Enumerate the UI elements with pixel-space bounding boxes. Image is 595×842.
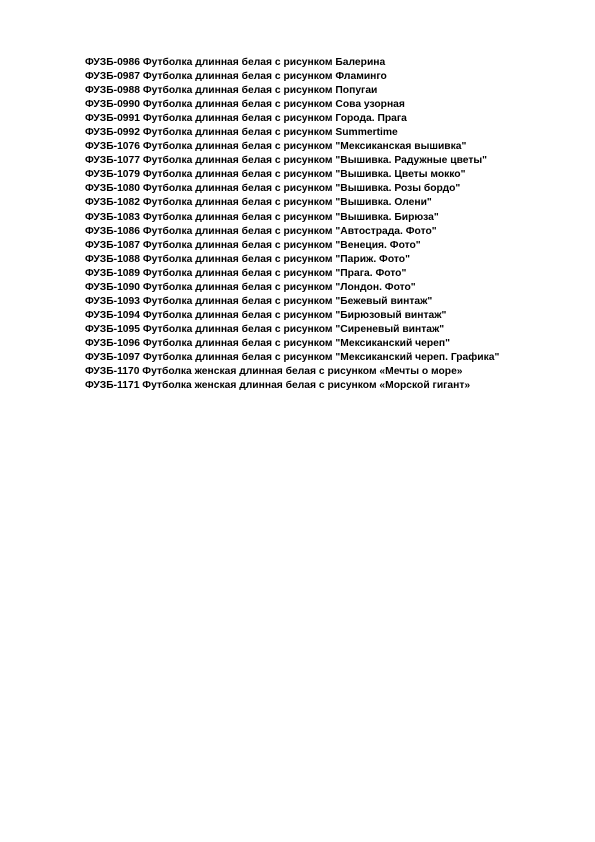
list-item: ФУЗБ-0988 Футболка длинная белая с рисунком Попугаи <box>85 85 378 97</box>
list-item: ФУЗБ-0986 Футболка длинная белая с рисунком Балерина <box>85 57 386 68</box>
product-list <box>85 56 565 393</box>
list-item: ФУЗБ-0990 Футболка длинная белая с рисунком Сова узорная <box>85 99 405 111</box>
list-item: ФУЗБ-1076 Футболка длинная белая с рисунком "Мексиканская вышивка" <box>85 141 467 153</box>
list-item: ФУЗБ-1083 Футболка длинная белая с рисунком "Вышивка. Бирюза" <box>85 211 439 223</box>
list-item: ФУЗБ-1094 Футболка длинная белая с рисунком "Бирюзовый винтаж" <box>85 309 447 321</box>
list-item: ФУЗБ-1090 Футболка длинная белая с рисунком "Лондон. Фото" <box>85 281 416 293</box>
list-item: ФУЗБ-1087 Футболка длинная белая с рисунком "Венеция. Фото" <box>85 239 421 251</box>
list-item: ФУЗБ-1097 Футболка длинная белая с рисунком "Мексиканский череп. Графика" <box>85 351 500 363</box>
list-item: ФУЗБ-1171 Футболка женская длинная белая с рисунком «Морской гигант» <box>85 380 471 392</box>
list-item: ФУЗБ-1080 Футболка длинная белая с рисунком "Вышивка. Розы бордо" <box>85 183 461 195</box>
list-item: ФУЗБ-1088 Футболка длинная белая с рисунком "Париж. Фото" <box>85 253 410 265</box>
list-item: ФУЗБ-0987 Футболка длинная белая с рисунком Фламинго <box>85 71 387 83</box>
list-item: ФУЗБ-1095 Футболка длинная белая с рисунком "Сиреневый винтаж" <box>85 323 445 335</box>
list-item: ФУЗБ-1077 Футболка длинная белая с рисунком "Вышивка. Радужные цветы" <box>85 155 488 167</box>
list-item: ФУЗБ-1086 Футболка длинная белая с рисунком "Автострада. Фото" <box>85 225 437 237</box>
list-item: ФУЗБ-1079 Футболка длинная белая с рисунком "Вышивка. Цветы мокко" <box>85 169 466 181</box>
list-item: ФУЗБ-0992 Футболка длинная белая с рисунком Summertime <box>85 127 398 139</box>
list-item: ФУЗБ-1096 Футболка длинная белая с рисунком "Мексиканский череп" <box>85 337 450 349</box>
list-item: ФУЗБ-0991 Футболка длинная белая с рисунком Города. Прага <box>85 113 407 125</box>
list-item: ФУЗБ-1082 Футболка длинная белая с рисунком "Вышивка. Олени" <box>85 197 432 209</box>
list-item: ФУЗБ-1093 Футболка длинная белая с рисунком "Бежевый винтаж" <box>85 295 433 307</box>
list-item: ФУЗБ-1170 Футболка женская длинная белая с рисунком «Мечты о море» <box>85 366 463 378</box>
list-item: ФУЗБ-1089 Футболка длинная белая с рисунком "Прага. Фото" <box>85 267 407 279</box>
